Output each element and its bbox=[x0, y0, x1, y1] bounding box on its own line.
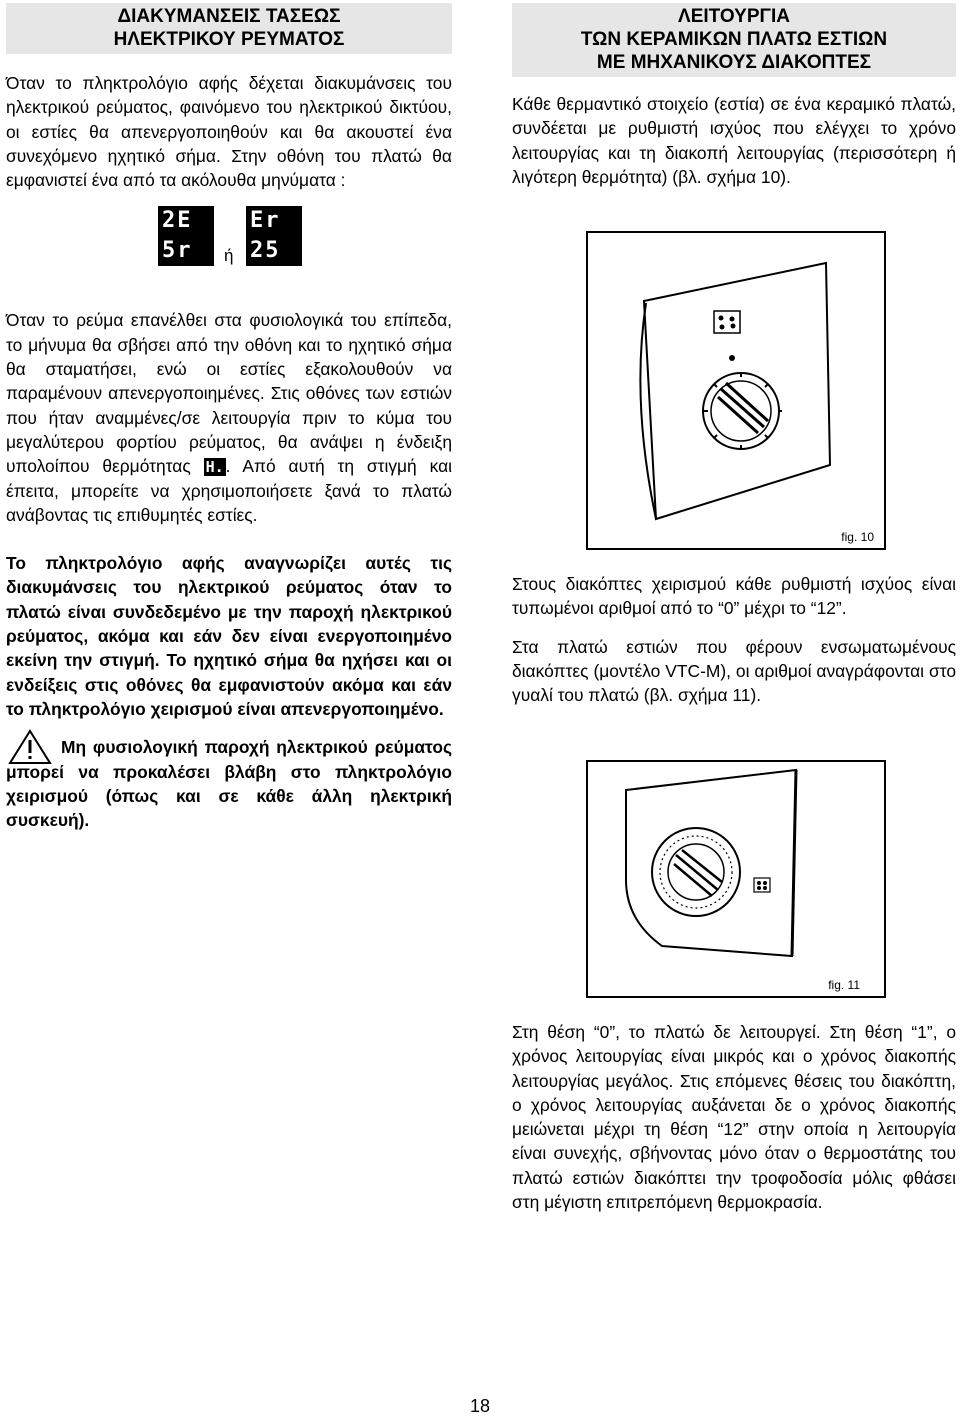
heading-line: ΔΙΑΚΥΜΑΝΣΕΙΣ ΤΑΣΕΩΣ bbox=[117, 6, 341, 27]
warning-block bbox=[6, 735, 452, 832]
voltage-fluctuations-heading bbox=[6, 3, 452, 54]
text-run: . Από αυτή τη στιγμή και έπειτα, μπορείτε να χρησιμοποιήσετε ξανά το πλατώ ανάβοντας τις επιθυμητές εστίες. bbox=[6, 456, 452, 525]
right-column bbox=[512, 0, 956, 189]
heading-line: ΤΩΝ ΚΕΡΑΜΙΚΩΝ ΠΛΑΤΩ ΕΣΤΙΩΝ bbox=[580, 29, 888, 50]
vtc-paragraph: Στα πλατώ εστιών που φέρουν ενσωματωμένους διακόπτες (μοντέλο VTC-M), οι αριθμοί αναγράφονται στο γυαλί του πλατώ (βλ. σχήμα 11). bbox=[512, 636, 956, 706]
text-run: Όταν το ρεύμα επανέλθει στα φυσιολογικά του επίπεδα, το μήνυμα θα σβήσει από την οθόνη και το ηχητικό σήμα θα σταματήσει, ενώ οι εστίες εξακολουθούν να παραμένουν απενεργοποιημένες. Στις οθόνες των εστιών που ήταν αναμμένες/σε λειτουργία πριν το κύμα του μεγαλύτερου φορτίου ρεύματος, θα ανάψει η ένδειξη υπολοίπου θερμότητας bbox=[6, 310, 452, 477]
display-line: 25 bbox=[246, 236, 302, 266]
heading-line: ΛΕΙΤΟΥΡΓΙΑ bbox=[678, 6, 790, 27]
warning-text: Μη φυσιολογική παροχή ηλεκτρικού ρεύματος μπορεί να προκαλέσει βλάβη στο πληκτρολόγιο χειρισμού (όπως και σε κάθε άλλη ηλεκτρική συσκευή). bbox=[6, 737, 452, 831]
integrated-knob-illustration bbox=[586, 760, 886, 998]
display-line: Er bbox=[246, 206, 302, 236]
ceramic-hob-heading bbox=[512, 3, 956, 77]
or-word: ή bbox=[224, 246, 234, 266]
figure-11-label: fig. 11 bbox=[828, 978, 860, 992]
right-column-bottom bbox=[512, 1020, 956, 1214]
bold-paragraph: Το πληκτρολόγιο αφής αναγνωρίζει αυτές τις διακυμάνσεις του ηλεκτρικού ρεύματος όταν το πλατώ είναι συνδεδεμένο με την παροχή ηλεκτρικού ρεύματος, ακόμα και εάν δεν είναι ενεργοποιημένο εκείνη την στιγμή. Το ηχητικό σήμα θα ηχήσει και οι ενδείξεις στις οθόνες θα εμφανιστούν ακόμα και εάν το πληκτρολόγιο χειρισμού είναι απενεργοποιημένο. bbox=[6, 553, 452, 719]
warning-triangle-icon bbox=[8, 729, 52, 765]
display-line: 5r bbox=[158, 236, 214, 266]
heading-line: ΗΛΕΚΤΡΙΚΟΥ ΡΕΥΜΑΤΟΣ bbox=[113, 29, 345, 50]
switch-positions-paragraph: Στη θέση “0”, το πλατώ δε λειτουργεί. Στη θέση “1”, ο χρόνος λειτουργίας είναι μικρός και ο χρόνος διακοπής λειτουργίας μεγάλος. Στις επόμενες θέσεις του διακόπτη, ο χρόνος λειτουργίας αυξάνεται δε ο χρόνος διακοπής μειώνεται μέχρι τη θέση “12” στην οποία η λειτουργία είναι συνεχής, σβήνοντας μόνο όταν ο θερμοστάτης του πλατώ εστιών διακόπτει την τροφοδοσία μόλις φθάσει στη μέγιστη επιτρεπόμενη θερμοκρασία. bbox=[512, 1022, 956, 1213]
figure-10 bbox=[586, 231, 886, 550]
figure-11 bbox=[586, 760, 886, 998]
right-column-middle bbox=[512, 572, 956, 707]
intro-paragraph: Όταν το πληκτρολόγιο αφής δέχεται διακυμάνσεις του ηλεκτρικού ρεύματος, φαινόμενο του ηλεκτρικού δικτύου, οι εστίες θα απενεργοποιηθούν και θα ακουστεί ένα συνεχόμενο ηχητικό σήμα. Στην οθόνη του πλατώ θα εμφανιστεί ένα από τα ακόλουθα μηνύματα : bbox=[6, 73, 452, 191]
display-line: 2E bbox=[158, 206, 214, 236]
intro-paragraph: Κάθε θερμαντικό στοιχείο (εστία) σε ένα κεραμικό πλατώ, συνδέεται με ρυθμιστή ισχύος που ελέγχει το χρόνο λειτουργίας και τη διακοπή λειτουργίας (περισσότερη ή λιγότερη θερμότητα) (βλ. σχήμα 10). bbox=[512, 94, 956, 187]
page-number: 18 bbox=[469, 1396, 491, 1416]
knob-panel-illustration bbox=[586, 231, 886, 550]
display-messages bbox=[6, 202, 452, 284]
left-column bbox=[6, 0, 452, 832]
figure-10-label: fig. 10 bbox=[841, 530, 874, 544]
residual-heat-symbol: H. bbox=[205, 458, 224, 477]
display-er-25 bbox=[246, 206, 302, 266]
heading-line: ΜΕ ΜΗΧΑΝΙΚΟΥΣ ΔΙΑΚΟΠΤΕΣ bbox=[596, 52, 872, 73]
knob-numbers-paragraph: Στους διακόπτες χειρισμού κάθε ρυθμιστή ισχύος είναι τυπωμένοι αριθμοί από το “0” μέχρι το “12”. bbox=[512, 574, 956, 619]
power-restored-paragraph bbox=[6, 308, 452, 527]
display-2e-5r bbox=[158, 206, 214, 266]
